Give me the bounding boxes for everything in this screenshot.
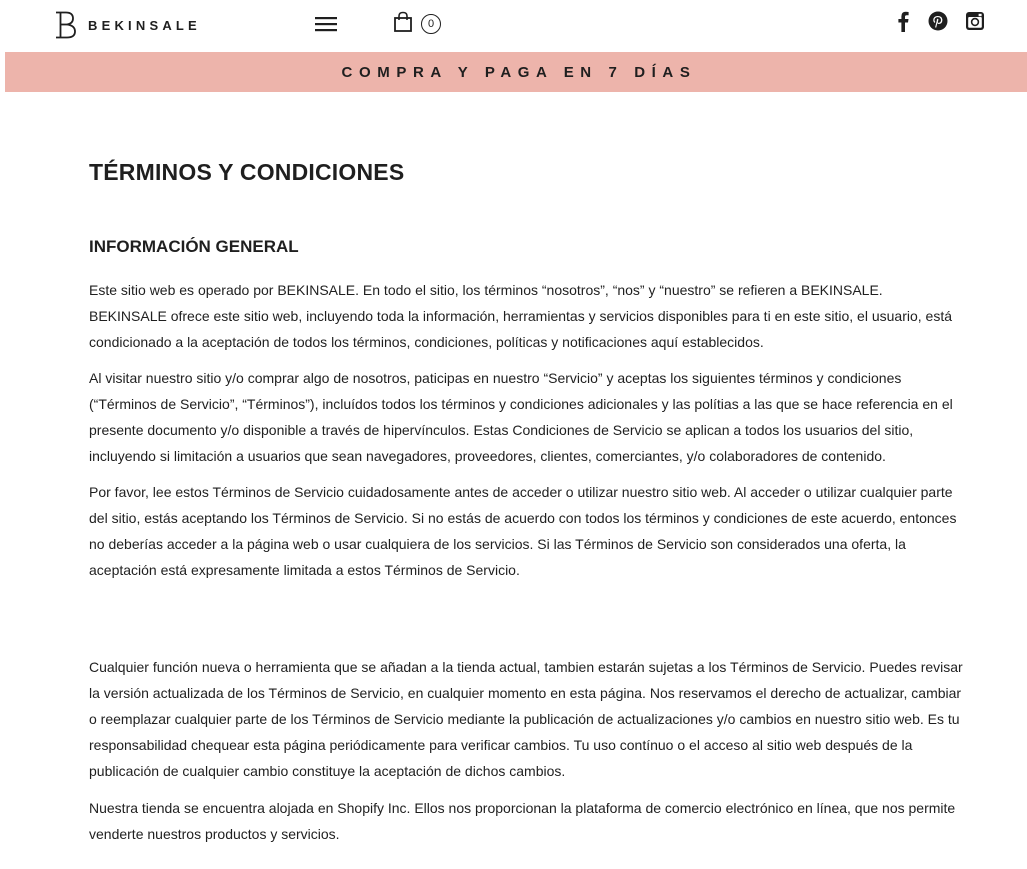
pinterest-icon [928, 19, 948, 36]
brand-name: BEKINSALE [88, 17, 201, 33]
paragraph-1: Este sitio web es operado por BEKINSALE. En todo el sitio, los términos “nosotros”, “nos” y “nuestro” se refieren a BEKINSALE. BEKINSALE ofrece este sitio web, incluyendo toda la información, herramientas y servicios disponibles para ti en este sitio, el usuario, está condicionado a la aceptación de todos los términos, condiciones, políticas y notificaciones aquí establecidos. [89, 282, 952, 350]
brand-b-icon [54, 11, 78, 39]
pinterest-link[interactable] [928, 10, 948, 32]
cart-count-badge: 0 [421, 14, 441, 34]
paragraph-2: Al visitar nuestro sitio y/o comprar algo de nosotros, paticipas en nuestro “Servicio” y aceptas los siguientes términos y condiciones (“Términos de Servicio”, “Términos”), incluídos todos los términos y condiciones adicionales y las polítias a las que se hace referencia en el presente documento y/o disponible a través de hipervínculos. Estas Condiciones de Servicio se aplican a todos los usuarios del sitio, incluyendo si limitación a usuarios que sean navegadores, proveedores, clientes, comerciantes, y/o colaboradores de contenido. [89, 370, 953, 464]
page-title: TÉRMINOS Y CONDICIONES [89, 159, 405, 185]
paragraph-5: Nuestra tienda se encuentra alojada en Shopify Inc. Ellos nos proporcionan la plataforma de comercio electrónico en línea, que nos permite venderte nuestros productos y servicios. [89, 800, 956, 842]
brand-logo-link[interactable] [54, 11, 201, 39]
paragraph-3: Por favor, lee estos Términos de Servicio cuidadosamente antes de acceder o utilizar nuestro sitio web. Al acceder o utilizar cualquier parte del sitio, estás aceptando los Términos de Servicio. Si no estás de acuerdo con todos los términos y condiciones de este acuerdo, entonces no deberías acceder a la página web o usar cualquiera de los servicios. Si las Términos de Servicio son considerados una oferta, la aceptación está expresamente limitada a estos Términos de Servicio. [89, 484, 957, 578]
instagram-link[interactable] [965, 10, 985, 32]
page-content [89, 152, 969, 842]
shopping-bag-icon [393, 11, 413, 38]
promo-banner-text: COMPRA Y PAGA EN 7 DÍAS [341, 63, 697, 81]
section-title: INFORMACIÓN GENERAL [89, 237, 299, 256]
menu-button[interactable] [314, 14, 338, 34]
promo-banner [5, 52, 1027, 92]
site-header [0, 0, 1027, 52]
facebook-link[interactable] [897, 10, 909, 32]
cart-button[interactable] [393, 11, 441, 37]
facebook-icon [897, 19, 909, 36]
paragraph-4: Cualquier función nueva o herramienta que se añadan a la tienda actual, tambien estarán sujetas a los Términos de Servicio. Puedes revisar la versión actualizada de los Términos de Servicio, en cualquier momento en esta página. Nos reservamos el derecho de actualizar, cambiar o reemplazar cualquier parte de los Términos de Servicio mediante la publicación de actualizaciones y/o cambios en nuestro sitio web. Es tu responsabilidad chequear esta página periódicamente para verificar cambios. Tu uso contínuo o el acceso al sitio web después de la publicación de cualquier cambio constituye la aceptación de dichos cambios. [89, 659, 963, 779]
hamburger-menu-icon [314, 22, 338, 37]
instagram-icon [965, 19, 985, 36]
